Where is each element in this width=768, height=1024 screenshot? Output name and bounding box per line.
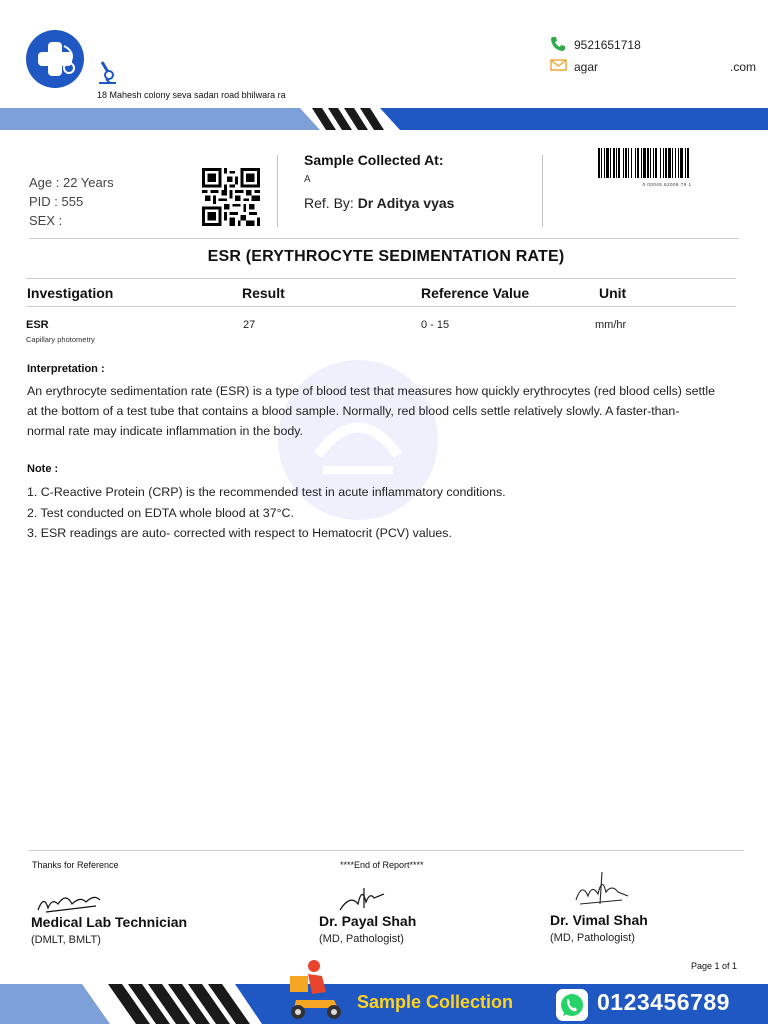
barcode-bar [655, 148, 657, 178]
interpretation-text: An erythrocyte sedimentation rate (ESR) is a type of blood test that measures how quickly erythrocytes (red blood cells) settle at the bottom of a test tube that contains a blood sample. Normally, red blood cells settle relatively slowly. A faster-than-normal rate may indicate inflammation in the body. [27, 384, 715, 438]
barcode-bar [685, 148, 686, 178]
delivery-rider-icon [282, 958, 350, 1022]
phone-number: 9521651718 [574, 38, 641, 52]
barcode-bar [665, 148, 667, 178]
logo-cross-icon [26, 30, 84, 88]
column-header-result: Result [242, 285, 285, 301]
barcode-bar [616, 148, 617, 178]
sample-collection-label: Sample Collection [357, 992, 514, 1012]
divider-vertical [277, 155, 278, 227]
signatory-name: Medical Lab Technician [31, 914, 188, 930]
barcode-bar [628, 148, 629, 178]
barcode-bar [643, 148, 646, 178]
signatory-name: Dr. Vimal Shah [550, 912, 648, 928]
barcode-bar [631, 148, 632, 178]
patient-sex: SEX : [29, 213, 63, 228]
barcode-bar [637, 148, 639, 178]
page-number: Page 1 of 1 [691, 961, 738, 971]
investigation-method: Capillary photometry [26, 335, 95, 344]
barcode [597, 148, 737, 187]
sample-collected-value: A [304, 174, 311, 185]
ref-by-label: Ref. By: [304, 195, 354, 211]
barcode-bar [613, 148, 615, 178]
mail-icon [550, 58, 567, 72]
note-item: 2. Test conducted on EDTA whole blood at 37°C. [27, 505, 294, 520]
column-header-reference: Reference Value [421, 285, 530, 301]
test-title: ESR (ERYTHROCYTE SEDIMENTATION RATE) [207, 248, 565, 265]
divider [29, 850, 744, 851]
barcode-bar [663, 148, 664, 178]
barcode-bar [601, 148, 602, 178]
lab-address: 18 Mahesh colony seva sadan road bhilwara ra [97, 90, 286, 100]
note-heading: Note : [27, 463, 59, 475]
ref-by-doctor: Dr Aditya vyas [357, 195, 455, 211]
interpretation-heading: Interpretation : [27, 363, 105, 375]
barcode-bars [597, 148, 737, 178]
note-item: 3. ESR readings are auto- corrected with respect to Hematocrit (PCV) values. [27, 526, 452, 540]
signature-payal-shah [338, 884, 388, 914]
sample-collected-label: Sample Collected At: [304, 152, 444, 168]
barcode-bar [675, 148, 676, 178]
barcode-bar [618, 148, 620, 178]
divider [26, 278, 736, 279]
signature-vimal-shah [572, 870, 632, 910]
divider [26, 306, 736, 307]
column-header-investigation: Investigation [27, 285, 114, 301]
signature-technician [36, 890, 104, 916]
divider-vertical [542, 155, 543, 227]
result-value: 27 [243, 319, 256, 331]
barcode-bar [604, 148, 605, 178]
end-of-report: ****End of Report**** [340, 860, 424, 870]
email-domain: .com [730, 60, 757, 74]
barcode-number: 0 00045 62008 79 1 [642, 182, 692, 187]
barcode-bar [668, 148, 671, 178]
investigation-name: ESR [26, 319, 49, 331]
note-list [27, 482, 506, 544]
phone-icon [550, 36, 566, 52]
barcode-bar [623, 148, 624, 178]
column-header-unit: Unit [599, 285, 627, 301]
signatory-qualification: (DMLT, BMLT) [31, 934, 101, 946]
lab-logo [26, 30, 84, 88]
signatory-qualification: (MD, Pathologist) [319, 933, 404, 945]
divider [29, 238, 739, 239]
signatory-qualification: (MD, Pathologist) [550, 932, 635, 944]
qr-code[interactable] [201, 168, 261, 226]
note-item: 1. C-Reactive Protein (CRP) is the recommended test in acute inflammatory conditions. [27, 485, 506, 499]
barcode-bar [625, 148, 627, 178]
whatsapp-number[interactable]: 0123456789 [597, 989, 730, 1015]
whatsapp-icon[interactable] [556, 989, 588, 1021]
barcode-bar [635, 148, 636, 178]
reference-value: 0 - 15 [421, 319, 450, 331]
referred-by [304, 195, 454, 211]
email-local: agar [574, 60, 599, 74]
barcode-bar [641, 148, 642, 178]
barcode-bar [650, 148, 651, 178]
unit-value: mm/hr [595, 319, 627, 331]
barcode-bar [687, 148, 689, 178]
signatory-name: Dr. Payal Shah [319, 913, 417, 929]
thanks-text: Thanks for Reference [32, 860, 119, 870]
barcode-bar [610, 148, 611, 178]
header-band [0, 108, 768, 130]
barcode-bar [678, 148, 679, 178]
patient-age: Age : 22 Years [29, 175, 114, 190]
barcode-bar [672, 148, 673, 178]
barcode-bar [653, 148, 654, 178]
barcode-bar [647, 148, 649, 178]
barcode-bar [606, 148, 609, 178]
patient-pid: PID : 555 [29, 194, 84, 209]
microscope-icon [96, 60, 118, 91]
barcode-bar [598, 148, 600, 178]
barcode-bar [680, 148, 683, 178]
barcode-bar [660, 148, 661, 178]
